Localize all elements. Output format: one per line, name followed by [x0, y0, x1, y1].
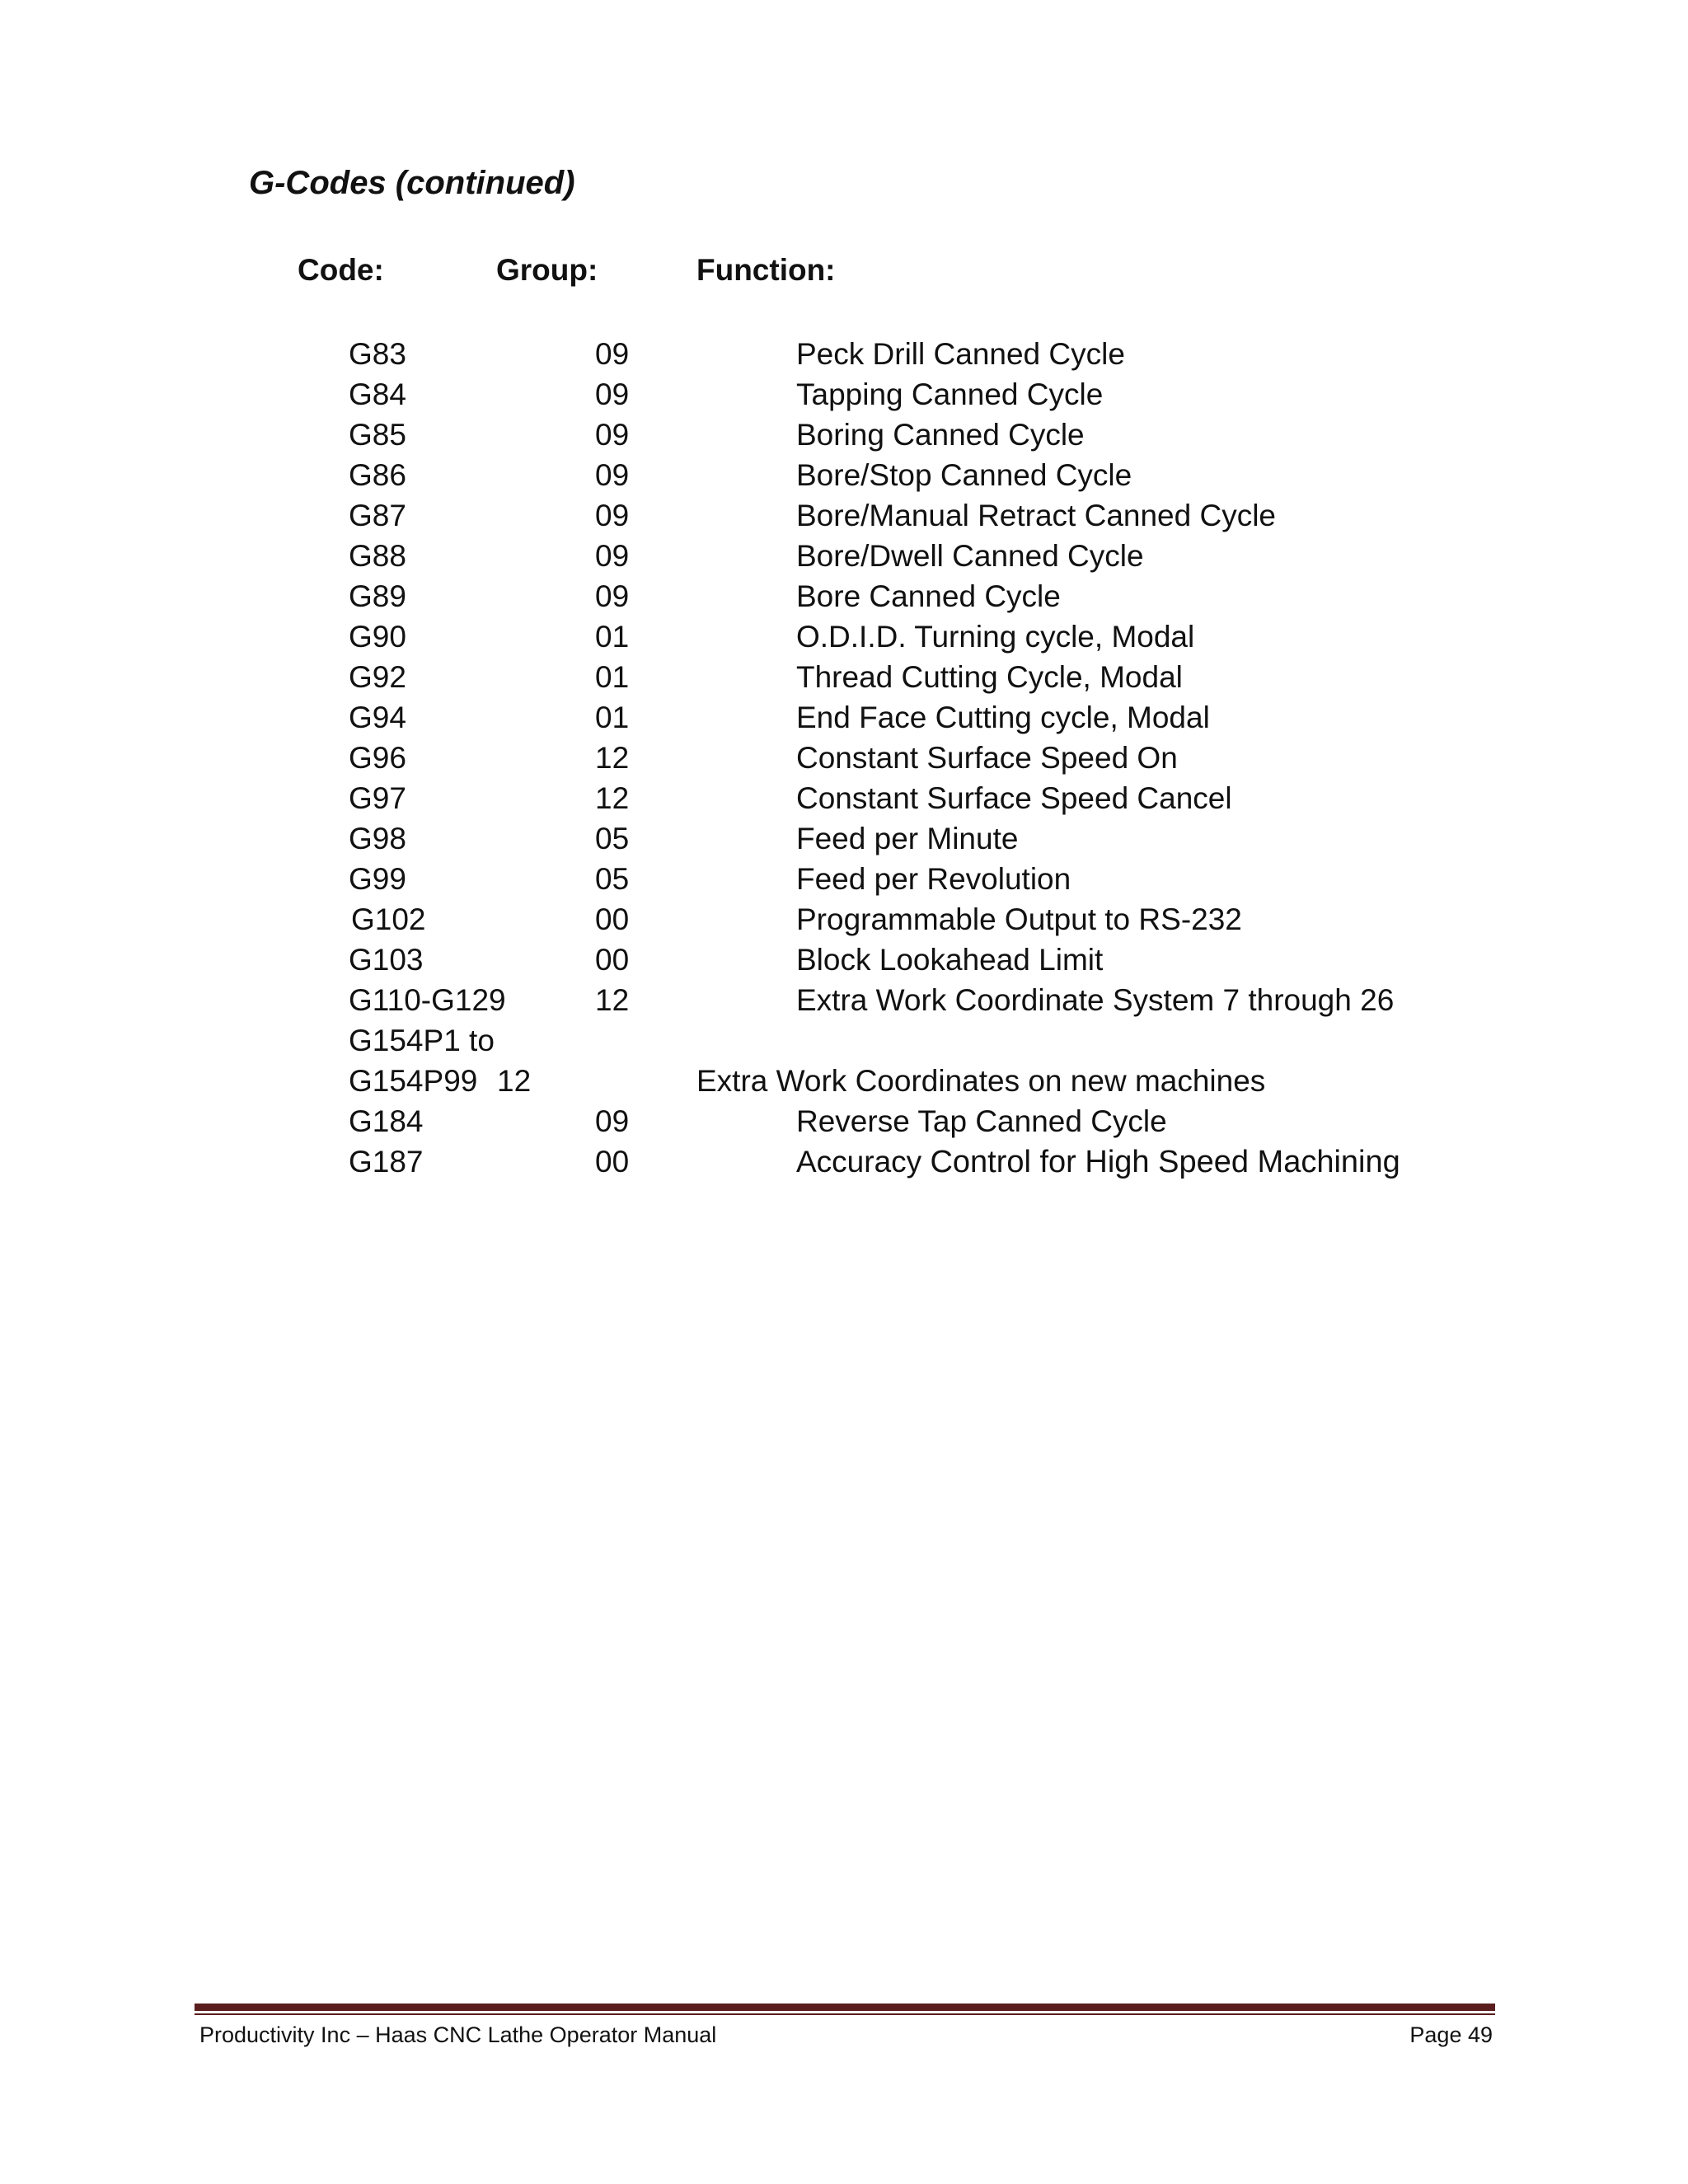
function-cell: Extra Work Coordinate System 7 through 26	[796, 983, 1395, 1017]
group-cell: 00	[595, 902, 630, 936]
code-cell: G84	[349, 377, 406, 411]
code-cell: G85	[349, 418, 406, 452]
table-row	[0, 1061, 1688, 1101]
code-cell: G103	[349, 943, 424, 977]
code-cell: G187	[349, 1145, 424, 1179]
group-cell: 01	[595, 701, 630, 734]
group-cell: 12	[595, 983, 630, 1017]
table-row	[0, 495, 1688, 536]
table-row	[0, 1141, 1688, 1182]
code-cell: G97	[349, 781, 406, 815]
gcode-table	[0, 334, 1688, 1182]
table-row	[0, 818, 1688, 859]
group-cell: 05	[595, 862, 630, 896]
column-header-code: Code:	[298, 253, 384, 287]
table-row	[0, 1020, 1688, 1061]
function-cell	[796, 1141, 1400, 1183]
function-cell: Peck Drill Canned Cycle	[796, 337, 1125, 371]
group-cell: 09	[595, 458, 630, 492]
function-cell: Constant Surface Speed Cancel	[796, 781, 1232, 815]
code-cell: G96	[349, 741, 406, 775]
code-cell: G92	[349, 660, 406, 694]
group-cell: 00	[595, 1145, 630, 1179]
group-cell: 09	[595, 418, 630, 452]
table-row	[0, 1101, 1688, 1141]
table-row	[0, 657, 1688, 697]
group-cell: 09	[595, 539, 630, 573]
group-cell: 09	[595, 499, 630, 532]
function-cell: Bore/Manual Retract Canned Cycle	[796, 499, 1277, 532]
footer-rule	[195, 2004, 1495, 2011]
function-cell: Programmable Output to RS-232	[796, 902, 1242, 936]
code-cell: G98	[349, 822, 406, 855]
group-cell: 01	[595, 620, 630, 654]
function-cell: Block Lookahead Limit	[796, 943, 1104, 977]
code-cell: G184	[349, 1104, 424, 1138]
code-cell: G154P1 to	[349, 1024, 495, 1057]
code-cell: G94	[349, 701, 406, 734]
function-cell: Extra Work Coordinates on new machines	[696, 1064, 1266, 1098]
table-row	[0, 415, 1688, 455]
function-cell: Tapping Canned Cycle	[796, 377, 1104, 411]
group-cell: 09	[595, 1104, 630, 1138]
code-cell: G89	[349, 579, 406, 613]
table-row	[0, 616, 1688, 657]
table-row	[0, 334, 1688, 374]
function-cell: Reverse Tap Canned Cycle	[796, 1104, 1167, 1138]
group-cell: 12	[497, 1064, 532, 1098]
code-cell: G99	[349, 862, 406, 896]
group-cell: 01	[595, 660, 630, 694]
code-cell: G110-G129	[349, 983, 506, 1017]
table-row	[0, 899, 1688, 940]
table-row	[0, 697, 1688, 738]
table-row	[0, 980, 1688, 1020]
table-row	[0, 455, 1688, 495]
code-cell: G102	[351, 902, 426, 936]
table-row	[0, 859, 1688, 899]
code-cell: G83	[349, 337, 406, 371]
footer-page-number: Page 49	[1409, 2022, 1493, 2047]
function-cell: End Face Cutting cycle, Modal	[796, 701, 1210, 734]
footer-rule-thin	[195, 2013, 1495, 2015]
footer-manual-title: Productivity Inc – Haas CNC Lathe Operator Manual	[199, 2022, 717, 2047]
page-title: G-Codes (continued)	[249, 165, 575, 201]
function-cell: Bore/Dwell Canned Cycle	[796, 539, 1144, 573]
table-row	[0, 940, 1688, 980]
column-header-group: Group:	[496, 253, 598, 287]
group-cell: 12	[595, 741, 630, 775]
function-text-part2: Control for High Speed Machining	[930, 1145, 1400, 1179]
code-cell: G90	[349, 620, 406, 654]
function-cell: Feed per Revolution	[796, 862, 1071, 896]
table-row	[0, 778, 1688, 818]
function-cell: O.D.I.D. Turning cycle, Modal	[796, 620, 1195, 654]
column-header-function: Function:	[696, 253, 836, 287]
function-cell: Bore Canned Cycle	[796, 579, 1061, 613]
group-cell: 05	[595, 822, 630, 855]
table-row	[0, 576, 1688, 616]
function-cell: Boring Canned Cycle	[796, 418, 1085, 452]
table-row	[0, 536, 1688, 576]
group-cell: 09	[595, 579, 630, 613]
code-cell: G154P99	[349, 1064, 478, 1098]
group-cell: 09	[595, 337, 630, 371]
function-cell: Thread Cutting Cycle, Modal	[796, 660, 1183, 694]
table-row	[0, 374, 1688, 415]
code-cell: G87	[349, 499, 406, 532]
function-cell: Feed per Minute	[796, 822, 1019, 855]
group-cell: 00	[595, 943, 630, 977]
function-cell: Constant Surface Speed On	[796, 741, 1178, 775]
function-cell: Bore/Stop Canned Cycle	[796, 458, 1132, 492]
code-cell: G88	[349, 539, 406, 573]
code-cell: G86	[349, 458, 406, 492]
table-row	[0, 738, 1688, 778]
function-text-part1: Accuracy	[796, 1145, 922, 1179]
group-cell: 12	[595, 781, 630, 815]
group-cell: 09	[595, 377, 630, 411]
